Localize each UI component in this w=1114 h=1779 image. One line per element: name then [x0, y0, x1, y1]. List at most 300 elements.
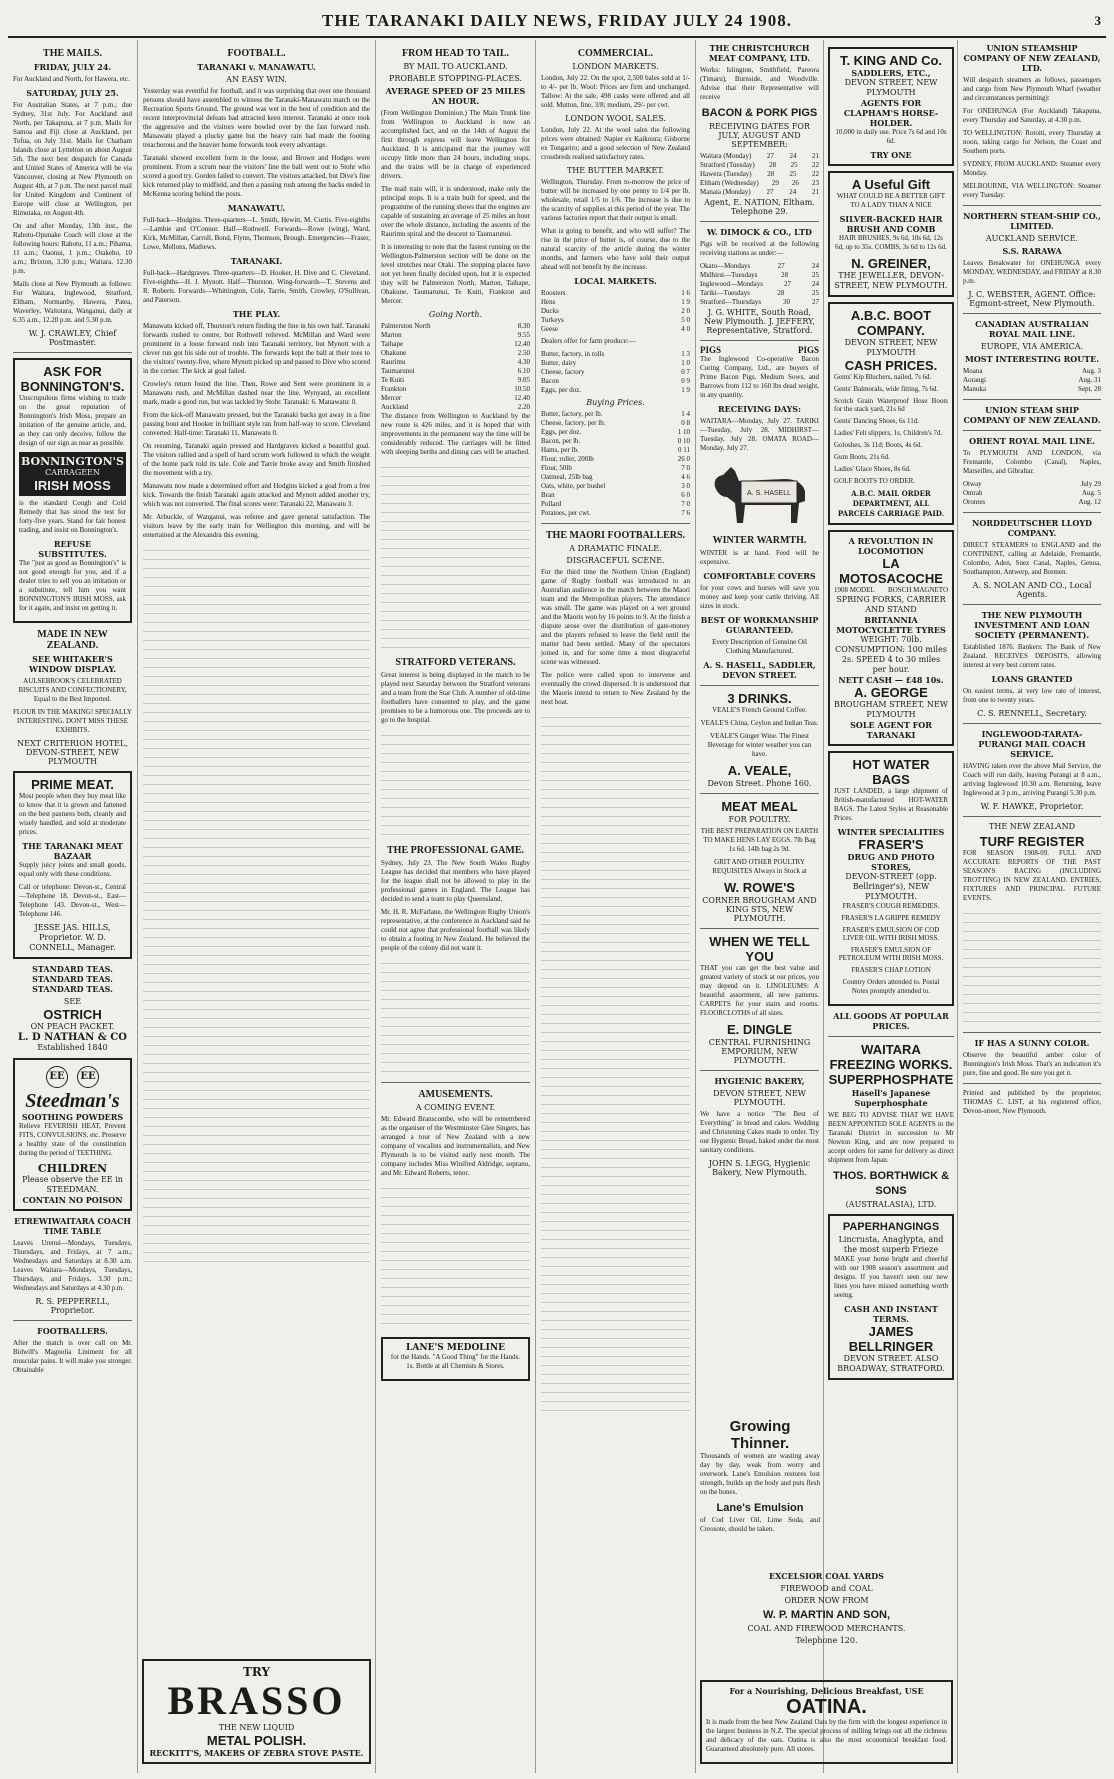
divider [381, 1082, 530, 1083]
dingle-sub: CENTRAL FURNISHING EMPORIUM, NEW PLYMOUTH. [708, 1038, 811, 1065]
buying-row-item: Flour, roller, 200lb [541, 455, 594, 463]
drink-item: VEALE'S Ginger Wine. The Finest Beverage for winter weather you can have. [707, 732, 812, 758]
local-market-row-item: Ducks [541, 307, 559, 315]
hot-water-text: JUST LANDED, a large shipment of British-manufactured HOT-WATER BAGS. The Latest Styles at Reasonable Prices. [834, 787, 948, 822]
local-market-row-price: 2 0 [681, 307, 690, 315]
brasso-ad [142, 1659, 371, 1764]
lanes-medoline-ad [381, 1337, 530, 1381]
coal-order: ORDER NOW FROM [784, 1596, 869, 1605]
abc-items [834, 373, 948, 485]
dimock-row-aug: 24 [812, 280, 819, 288]
ostrich-see: SEE [63, 997, 82, 1006]
usc-text-5: MELBOURNE, VIA WELLINGTON: Steamer every Tuesday. [963, 182, 1101, 199]
buying-row [541, 473, 690, 482]
dimock-row-jul: 27 [777, 262, 785, 270]
stop-row-time: 2.20 [517, 403, 530, 411]
dimock-row-aug: 27 [811, 298, 819, 306]
pigs-banner [700, 346, 819, 355]
ask-heading: ASK FOR BONNINGTON'S. [20, 364, 125, 394]
dimock-row-place: Midhirst—Tuesdays [700, 271, 758, 279]
bacon-row-sep: 21 [811, 152, 819, 160]
butter-text-2: What is going to benefit, and who will suffer? The rise in the price of butter is, of course, due to the natural scarcity of the article during the winter months, and farmers who have sold their output ahead will not benefit by the increase. [541, 227, 690, 271]
mails-date-2: SATURDAY, JULY 25. [26, 88, 119, 98]
steedman-for: CHILDREN [37, 1162, 108, 1175]
bacon-row-sep: 22 [811, 170, 819, 178]
drinks-list [700, 706, 819, 759]
buying-row [541, 491, 690, 500]
fraser-item: FRASER'S CHAP LOTION [851, 966, 931, 974]
hygienic-heading: HYGIENIC BAKERY, [714, 1076, 805, 1086]
winter-heading: WINTER WARMTH. [712, 535, 807, 546]
abc-item: Goloshes, 3s 11d; Boots, 4s 6d. [834, 441, 923, 449]
stop-row-time: 8.30 [517, 322, 530, 330]
stops-list [381, 322, 530, 412]
dealer-row-price: 1 9 [681, 386, 690, 394]
ostrich-ad [13, 997, 132, 1053]
northern-signature: J. C. WEBSTER, AGENT. Office: Egmont-street, New Plymouth. [968, 290, 1096, 308]
bacon-row-aug: 26 [791, 179, 799, 187]
pigs-rows: WAITARA—Monday, July 27. TARIKI—Tuesday, July 28. MIDHIRST—Tuesday, July 28. OMATA ROAD—Monday, July 27. [700, 417, 819, 452]
abc-item: Gum Boots, 21s 6d. [834, 453, 890, 461]
oatina-heading: For a Nourishing, Delicious Breakfast, USE [729, 1686, 924, 1696]
ostrich-established: Established 1840 [37, 1043, 108, 1052]
local-market-row-item: Turkeys [541, 316, 564, 324]
masthead-title: THE TARANAKI DAILY NEWS, FRIDAY JULY 24 1908. [322, 11, 792, 30]
stop-row-name: Auckland [381, 403, 409, 411]
wool-sales-heading: LONDON WOOL SALES. [565, 114, 666, 123]
column-text-continuation [143, 544, 370, 1264]
london-markets-heading: LONDON MARKETS. [572, 62, 659, 71]
union-ship-heading: UNION STEAM SHIP COMPANY OF NEW ZEALAND. [963, 405, 1101, 425]
fraser-item: FRASER'S LA GRIPPE REMEDY [841, 914, 941, 922]
lane-emulsion-text: of Cod Liver Oil, Lime Soda, and Creosote, should be taken. [700, 1516, 820, 1533]
veterans-text: Great interest is being displayed in the match to be played next Saturday between the Stratford veterans and a team from the Star Club. A number of old-time footballers have consented to play, and the game promises to be a humorous one. The proceeds are to go to the hospital. [381, 671, 530, 724]
fraser-item: FRASER'S EMULSION OF COD LIVER OIL WITH IRISH MOSS. [842, 926, 940, 942]
professional-heading: THE PROFESSIONAL GAME. [387, 845, 524, 856]
buying-row [541, 428, 690, 437]
winter-text-2: for your cows and horses will save you money and keep your cattle thriving. All sizes in stock. [700, 584, 819, 610]
hygienic-sub: DEVON STREET, NEW PLYMOUTH. [713, 1089, 806, 1107]
column-5 [696, 40, 958, 1773]
refuse-heading: REFUSE SUBSTITUTES. [38, 539, 107, 559]
bonnington-name: BONNINGTON'S [21, 455, 124, 468]
divider [963, 430, 1101, 431]
steedman-contain: CONTAIN NO POISON [22, 1195, 123, 1205]
imprint: Printed and published by the proprietor, THOMAS C. LIST, at his registered office, Devon-street, New Plymouth. [963, 1089, 1101, 1115]
dimock-row-place: Stratford—Thursdays [700, 298, 762, 306]
king-try: TRY ONE [870, 150, 912, 160]
stop-row-time: 9.05 [517, 376, 530, 384]
london-markets-text: London, July 22. On the spot, 2,500 bales sold at 1/- to 4/- per lb. Wool: Prices are firm and unchanged. Tallow: At the sale, 498 casks were offered and all sold. Mutton, fine, 3/8; medium, 29/- per cwt. [541, 74, 690, 109]
bacon-row [700, 188, 819, 197]
buying-row-item: Pollard [541, 500, 562, 508]
stop-row-name: Palmerston North [381, 322, 431, 330]
george-name: A. GEORGE [854, 685, 928, 700]
usc-heading: UNION STEAMSHIP COMPANY OF NEW ZEALAND, LTD. [963, 43, 1101, 73]
hasell-heading: Hasell's Japanese Superphosphate [851, 1088, 931, 1108]
bacon-row [700, 152, 819, 161]
bacon-row-aug: 24 [789, 188, 797, 196]
dealer-row-price: 1 0 [681, 359, 690, 367]
bacon-row-aug: 25 [789, 170, 797, 178]
bacon-row-aug: 24 [789, 152, 797, 160]
divider [13, 1320, 132, 1321]
winter-text: WINTER is at hand. Feed will be expensive. [700, 549, 819, 566]
meat-meal-text-2: GRIT AND OTHER POULTRY REQUISITES Always in Stock at [712, 858, 807, 875]
dimock-row-jul: 30 [783, 298, 791, 306]
bonnington-logo [19, 452, 126, 496]
turf-sub: THE NEW ZEALAND [989, 822, 1075, 831]
column-2 [138, 40, 376, 1773]
buying-row [541, 410, 690, 419]
dealer-row [541, 350, 690, 359]
hot-water-bags-ad [828, 751, 954, 1006]
steedman-sub: SOOTHING POWDERS [21, 1112, 124, 1122]
buying-row-price: 0 8 [681, 419, 690, 427]
canadian-row-ship: Manuka [963, 385, 986, 393]
football-sub-2: AN EASY WIN. [226, 75, 287, 84]
brasso-try: TRY [242, 1665, 271, 1679]
dimock-row-place: Inglewood—Mondays [700, 280, 763, 288]
football-p6: On resuming, Taranaki again pressed and Hardgraves kicked a beautiful goal. The visitors rallied and a spell of hard scrum work followed in which the weight of the home pack told its tale. Cole and Tarrie broke away and Smith finished the movement with a try. [143, 442, 370, 477]
divider [13, 352, 132, 353]
head-to-tail-sub: BY MAIL TO AUCKLAND. [403, 62, 508, 71]
amusements-heading: AMUSEMENTS. [418, 1089, 493, 1100]
buying-row-price: 4 6 [681, 473, 690, 481]
fraser-sub: DRUG AND PHOTO STORES, [847, 852, 935, 872]
canadian-sub: EUROPE, VIA AMERICA. [980, 342, 1084, 351]
stop-row [381, 322, 530, 331]
bazaar-heading: THE TARANAKI MEAT BAZAAR [22, 841, 123, 861]
motosacoche-forks: SPRING FORKS, CARRIER AND STAND [836, 595, 946, 614]
divider [963, 313, 1101, 314]
turf-text: FOR SEASON 1908-09. FULL AND ACCURATE REPORTS OF THE PAST SEASON'S RACING (INCLUDING TROTTING) IN NEW ZEALAND. ENTRIES, FIXTURES AND PRINCIPAL FUTURE EVENTS. [963, 849, 1101, 902]
buying-row [541, 455, 690, 464]
stop-row [381, 358, 530, 367]
ostrich-brand: OSTRICH [43, 1007, 102, 1022]
dealer-row [541, 368, 690, 377]
divider [963, 816, 1101, 817]
coach-signature: R. S. PEPPERELL, Proprietor. [35, 1297, 110, 1315]
football-heading: FOOTBALL. [227, 48, 286, 59]
butter-text: Wellington, Thursday. From to-morrow the price of butter will be increased by one penny to 1/4 per lb. wholesale, retail 1/5 to 1/6. The increase is due to the scarcity of supplies at this period of the year. The various factories report that their output is small. [541, 178, 690, 222]
motosacoche-name: LA MOTOSACOCHE [839, 556, 943, 586]
stop-row-name: Taihape [381, 340, 404, 348]
ostrich-company: L. D NATHAN & CO [18, 1032, 127, 1043]
lanes-heading: LANE'S MEDOLINE [406, 1343, 505, 1353]
buying-row-price: 1 10 [677, 428, 690, 436]
stop-row [381, 376, 530, 385]
veale-address: Devon Street. Phone 160. [707, 779, 812, 788]
coal-sub-2: COAL AND FIREWOOD MERCHANTS. [747, 1624, 906, 1633]
buying-row-item: Cheese, factory, per lb. [541, 419, 606, 427]
waitara-text: WE BEG TO ADVISE THAT WE HAVE BEEN APPOINTED SOLE AGENTS in the Taranaki District in succession to Mr Newton King, and are now prepared to accept orders for same for delivery as direct shipment from Japan. [828, 1111, 954, 1164]
wool-sales-text: London, July 22. At the wool sales the following prices were obtained: Napier ex Kaikoura; Gisborne ex Tongariro; and a good selection of New Zealand crossbreds realised satisfactory rates. [541, 126, 690, 161]
orient-row [963, 480, 1101, 489]
dimock-row [700, 289, 819, 298]
prime-meat-ad [13, 771, 132, 959]
stop-row-name: Te Kuiti [381, 376, 405, 384]
gift-question: WHAT COULD BE A BETTER GIFT TO A LADY THAN A NICE [836, 192, 946, 209]
column-3 [376, 40, 536, 1773]
stop-row-name: Raurimu [381, 358, 406, 366]
bacon-row [700, 161, 819, 170]
pigs-text: The Inglewood Co-operative Bacon Curing Company, Ltd., are buyers of Prime Bacon Pigs, Medium Sows, and Barrows from 112 to 160 lbs dead weight, in any quantity. [700, 355, 819, 399]
oatina-ad [700, 1680, 953, 1764]
bazaar-signature: JESSE JAS. HILLS, Proprietor. W. D. CONNELL, Manager. [29, 923, 116, 952]
dealer-row-item: Butter, factory, in rolls [541, 350, 605, 358]
page-number: 3 [1094, 13, 1102, 28]
gift-item: SILVER-BACKED HAIR BRUSH AND COMB [839, 214, 943, 234]
masthead [8, 6, 1106, 38]
dealers-heading: Dealers offer for farm produce:— [541, 337, 636, 345]
local-market-row [541, 307, 690, 316]
buying-list [541, 410, 690, 518]
fraser-item: FRASER'S EMULSION OF PETROLEUM WITH IRISH MOSS. [838, 946, 944, 962]
paperhangings-text: MAKE your home bright and cheerful with our 1908 season's assortment and designs. If you haven't seen our new lines you have missed something worth seeing. [834, 1255, 948, 1299]
dimock-row-aug: 24 [811, 262, 819, 270]
buying-row [541, 437, 690, 446]
dingle-name: E. DINGLE [726, 1022, 792, 1037]
mails-signature: W. J. CRAWLEY, Chief Postmaster. [28, 329, 117, 347]
dimock-text: Pigs will be received at the following receiving stations as under:— [700, 240, 819, 257]
buying-row [541, 482, 690, 491]
buying-row-item: Oatmeal, 25lb bag [541, 473, 593, 481]
maori-sub-1: A DRAMATIC FINALE. [569, 544, 662, 553]
bazaar-text: Supply juicy joints and small goods, equal only with these conditions. [19, 861, 126, 878]
christchurch-heading: THE CHRISTCHURCH MEAT COMPANY, LTD. [708, 43, 811, 63]
nord-text: DIRECT STEAMERS to ENGLAND and the CONTINENT, calling at Adelaide, Fremantle, Colombo, Aden, Suez Canal, Naples, Genoa, Southampton, Antwerp, and Bremen. [963, 541, 1101, 576]
stop-row-time: 10.50 [514, 385, 530, 393]
winter-specialities: WINTER SPECIALITIES [837, 827, 945, 837]
bacon-row [700, 170, 819, 179]
abc-heading: A.B.C. BOOT COMPANY. [850, 308, 932, 338]
abc-cash: CASH PRICES. [844, 358, 938, 373]
veale-name: A. VEALE, [727, 763, 792, 778]
orient-row-date: Aug. 12 [1078, 498, 1101, 506]
coach-heading: ETREWIWAITARA COACH TIME TABLE [14, 1216, 131, 1236]
play-heading: THE PLAY. [232, 309, 281, 319]
maori-text: For the third time the Northern Union (England) game of Rugby football was introduced to an Australian audience in the match between the Maori team and the Metropolitan players. The attendance was small. The game was played on a wet ground and the Maoris won by 16 points to 9. At the finish a dispute arose over the distribution of gate-money and the players refused to leave the field until the matter had been settled. Many of the spectators joined in, and for some time a most disgraceful scene was witnessed. [541, 568, 690, 666]
motosacoche-tyres: BRITANNIA MOTOCYCLETTE TYRES [836, 615, 946, 635]
dimock-row-aug: 25 [812, 271, 819, 279]
orient-text: To PLYMOUTH AND LONDON, via Fremantle, Colombo (Canal), Naples, Marseilles, and Gibraltar. [963, 449, 1101, 475]
made-in-nz-heading: MADE IN NEW ZEALAND. [37, 629, 108, 651]
orient-row-date: Aug. 5 [1081, 489, 1101, 497]
coach-text: Leaves Urenui—Mondays, Tuesdays, Thursdays, and Fridays, at 7 a.m.; Wednesdays and Saturdays at 8.30 a.m. Leaves Waitara—Mondays, Tuesdays, Thursdays, and Fridays, 3.30 p.m.; Wednesdays and Saturdays at 4.30 p.m. [13, 1239, 132, 1292]
sunny-text: Observe the beautiful amber color of Bonnington's Irish Moss. That's an indication it's pure, fine and good. Be sure you get it. [963, 1051, 1101, 1077]
stop-row [381, 394, 530, 403]
ask-text: Unscrupulous firms wishing to trade on the great reputation of Bonnington's Irish Moss, prepare an imitation of the genuine article, and, as they can only deceive, follow the design of our sign as near as possible. [19, 394, 126, 447]
buying-row [541, 464, 690, 473]
mails-heading: THE MAILS. [43, 48, 102, 59]
divider [963, 604, 1101, 605]
head-to-tail-p3: It is interesting to note that the fastest running on the Wellington-Palmerston section will be done on the level stretches near Otaki. The stopping places have not yet been finally decided upon, but it is expected they will be Palmerston North, Marton, Taihape, Ohakune, Taumarunui, Te Kuiti, Frankton and Mercer. [381, 243, 530, 305]
prime-text: Most people when they buy meat like to know that it is grown and fattened on the best pastures both, cleanly and wisely handled, and sold at moderate prices. [19, 792, 126, 836]
loans-signature: C. S. RENNELL, Secretary. [977, 709, 1087, 718]
superphosphate-heading: SUPERPHOSPHATE [828, 1072, 954, 1087]
abc-item: GOLF BOOTS TO ORDER. [834, 477, 916, 485]
sunny-heading: IF HAS A SUNNY COLOR. [974, 1038, 1090, 1048]
canadian-row-date: Sept. 28 [1078, 385, 1101, 393]
dealers-list [541, 350, 690, 395]
commercial-heading: COMMERCIAL. [577, 48, 654, 59]
fraser-name: FRASER'S [858, 837, 924, 852]
orient-row [963, 489, 1101, 498]
horse-blanket-illustration [705, 457, 815, 529]
butter-heading: THE BUTTER MARKET. [566, 166, 665, 175]
pigs-word: PIGS [797, 345, 819, 355]
gift-text: HAIR BRUSHES, 9s 6d, 10s 6d, 12s 6d, up to 35s. COMBS, 3s 6d to 12s 6d. [835, 234, 947, 251]
dealer-row [541, 386, 690, 395]
stop-row [381, 367, 530, 376]
column-1 [8, 40, 138, 1773]
stop-row-name: Taumarunui [381, 367, 415, 375]
loans-heading: LOANS GRANTED [991, 674, 1073, 684]
amusements-text: Mr. Edward Branscombe, who will be remembered as the organiser of the Westminster Glee Singers, has arranged a tour of New Zealand with a new company of vocalists and instrumentalists, and New Plymouth is to be visited early next month. The company includes Miss Winifred Aldridge, soprano, and Mr. Edward Roberts, tenor. [381, 1115, 530, 1177]
head-to-tail-sub-3: AVERAGE SPEED OF 25 MILES AN HOUR. [385, 86, 526, 106]
fraser-note: Country Orders attended to. Postal Notes promptly attended to. [842, 978, 940, 995]
footballers-heading: FOOTBALLERS. [37, 1326, 108, 1336]
divider [700, 685, 819, 686]
turf-heading: TURF REGISTER [979, 834, 1085, 849]
orient-schedule [963, 480, 1101, 507]
when-heading: WHEN WE TELL YOU [709, 934, 810, 964]
column-text-continuation [381, 461, 530, 651]
bacon-row-place: Waitara (Monday) [700, 152, 752, 160]
buying-row-price: 26 0 [677, 455, 690, 463]
buying-row-price: 0 11 [678, 446, 690, 454]
head-to-tail-p4: The distance from Wellington to Auckland by the new route is 426 miles, and it is hoped that with improvements in the permanent way the time will be considerably reduced. The carriages will be fitted with sleeping berths and dining cars will be attached. [381, 412, 530, 456]
dimock-row [700, 271, 819, 280]
dealer-row-item: Bacon [541, 377, 559, 385]
bacon-row-jul: 28 [767, 170, 775, 178]
bonnington-text: is the standard Cough and Cold Remedy that has stood the test for forty-five years. Stand for fair honest trading, and insist on Bonnington's. [19, 499, 126, 534]
dimock-row-place: Okato—Mondays [700, 262, 751, 270]
stop-row-name: Frankton [381, 385, 407, 393]
bacon-row-jul: 29 [771, 179, 779, 187]
canadian-row-date: Aug. 3 [1081, 367, 1101, 375]
canadian-row-ship: Moana [963, 367, 983, 375]
column-text-continuation [381, 957, 530, 1077]
dimock-row [700, 262, 819, 271]
standard-teas: STANDARD TEAS. STANDARD TEAS. STANDARD TEAS. [32, 964, 113, 994]
bacon-row-jul: 28 [769, 161, 777, 169]
winter-desc: Every Description of Genuine Oil Clothing Manufactured. [712, 638, 807, 655]
borthwick-sub: (AUSTRALASIA), LTD. [845, 1200, 937, 1209]
bonnington-big: IRISH MOSS [34, 478, 111, 493]
buying-heading: Buying Prices. [586, 398, 645, 407]
bacon-signature: Agent, E. NATION, Eltham. Telephone 29. [704, 198, 815, 216]
meat-meal-text: THE BEST PREPARATION ON EARTH TO MAKE HENS LAY EGGS. 7lb Bag 1s 6d. 14lb bag 2s 9d. [700, 827, 819, 853]
local-market-row-item: Roosters [541, 289, 566, 297]
buying-row-item: Oats, white, per bushel [541, 482, 606, 490]
stop-row [381, 403, 530, 412]
football-sub-1: TARANAKI v. MANAWATU. [197, 62, 316, 72]
stops-heading: Going North. [428, 310, 483, 319]
dimock-row-aug: 25 [812, 289, 819, 297]
revolution-heading: A REVOLUTION IN LOCOMOTION [848, 536, 934, 556]
king-ad [828, 47, 954, 166]
stop-row-time: 6.10 [517, 367, 530, 375]
steedman-name: Steedman's [25, 1090, 120, 1112]
plymouth-society-heading: THE NEW PLYMOUTH INVESTMENT AND LOAN SOCIETY (PERMANENT). [974, 610, 1090, 640]
oatina-text: It is made from the best New Zealand Oats by the firm with the longest experience in the largest business in N.Z. The special process of milling brings out all the richness and delicacy of the oats. Oatina is also the most economical breakfast food. Guaranteed absolutely pure. All stores. [706, 1718, 947, 1753]
divider [700, 793, 819, 794]
whitaker-text-2: FLOUR IN THE MAKING! SPECIALLY INTERESTING. DON'T MISS THESE EXHIBITS. [13, 708, 132, 734]
dimock-row-jul: 28 [781, 271, 789, 279]
column-text-continuation [381, 1182, 530, 1332]
abc-item: Ladies' Glace Shoes, 8s 6d. [834, 465, 911, 473]
prime-heading: PRIME MEAT. [31, 777, 114, 792]
coal-sub: FIREWOOD and COAL [780, 1584, 873, 1593]
rowe-name: W. ROWE'S [724, 880, 795, 895]
growing-heading: Growing Thinner. [729, 1418, 791, 1452]
local-market-row [541, 289, 690, 298]
maori-sub-2: DISGRACEFUL SCENE. [566, 556, 665, 565]
bacon-row [700, 179, 819, 188]
mails-text-1: For Auckland and North, for Hawera, etc. [13, 75, 130, 83]
bacon-heading: BACON & PORK PIGS [701, 107, 818, 119]
canadian-sub-2: MOST INTERESTING ROUTE. [964, 354, 1100, 364]
local-market-row-item: Hens [541, 298, 556, 306]
dealer-row [541, 359, 690, 368]
dimock-table [700, 262, 819, 307]
local-market-row [541, 316, 690, 325]
king-heading: T. KING AND Co. [839, 53, 943, 68]
buying-row [541, 500, 690, 509]
northern-sub: AUCKLAND SERVICE. [985, 234, 1079, 243]
local-market-row-price: 5 0 [681, 316, 690, 324]
usc-text: Will despatch steamers as follows, passengers and cargo from New Plymouth Wharf (weather and circumstances permitting): [963, 76, 1101, 102]
brasso-sub: THE NEW LIQUID [218, 1723, 295, 1732]
head-to-tail-p2: The mail train will, it is understood, make only the principal stops. It is a train built for speed, and the programme of the running shows that the engines are capable of sustaining an average of 25 miles an hour over the whole distance, including the ascents of the Raurimu spiral and the descent to Taumarunui. [381, 185, 530, 238]
bacon-sub: RECEIVING DATES FOR JULY, AUGUST AND SEPTEMBER: [709, 122, 810, 149]
stop-row-name: Marton [381, 331, 402, 339]
inglewood-heading: INGLEWOOD-TARATA-PURANGI MAIL COACH SERVICE. [978, 729, 1086, 759]
divider [963, 723, 1101, 724]
drink-item: VEALE'S China, Ceylon and Indian Teas. [700, 719, 819, 727]
dealer-row-item: Cheese, factory [541, 368, 585, 376]
lanes-text: for the Hands. "A Good Thing" for the Hands. 1s. Bottle at all Chemists & Stores. [390, 1353, 521, 1370]
football-p4: Crowley's return found the line. Then, Rowe and Sent were prominent in a Manawatu rush, and McMillan dashed near the line. Wynyard, an excellent mark, made a good run, but was tackled by Stohr. Taranaki: 6. Manawatu: 0. [143, 380, 370, 406]
stop-row [381, 385, 530, 394]
abc-item: Gents' Balmorals, wide fitting, 7s 6d. [834, 385, 939, 393]
inglewood-signature: W. F. HAWKE, Proprietor. [980, 802, 1084, 811]
coal-sign: W. P. MARTIN AND SON, [762, 1609, 891, 1621]
pigs-receiving: RECEIVING DAYS: [717, 404, 802, 414]
divider [963, 512, 1101, 513]
buying-row-item: Bacon, per lb. [541, 437, 581, 445]
abc-footer: A.B.C. MAIL ORDER DEPARTMENT, ALL PARCELS CARRIAGE PAID. [837, 489, 945, 518]
local-market-row [541, 298, 690, 307]
usc-text-2: For ONEHUNGA (For Auckland) Takapuna, every Thursday and Saturday, at 4.30 p.m. [963, 107, 1101, 124]
bonnington-ad [13, 358, 132, 623]
buying-row [541, 446, 690, 455]
popular-prices: ALL GOODS AT POPULAR PRICES. [833, 1011, 949, 1031]
usc-text-3: TO WELLINGTON: Rotoiti, every Thursday at noon, taking cargo for Nelson, the Coast and Southern ports. [963, 129, 1101, 155]
local-market-row [541, 325, 690, 334]
hygienic-text: We have a notice "The Best of Everything" in bread and cakes. Wedding and Christening Cakes made to order. Try our Hygienic Bread, baked under the most sanitary conditions. [700, 1110, 819, 1154]
drinks-heading: 3 DRINKS. [727, 691, 792, 706]
whitaker-heading: SEE WHITAKER'S WINDOW DISPLAY. [28, 654, 117, 674]
buying-row [541, 509, 690, 518]
bacon-row-aug: 25 [790, 161, 798, 169]
buying-row-price: 6 0 [681, 491, 690, 499]
professional-p2: Mr. H. R. McFarlane, the Wellington Rugby Union's representative, at the conference in Auckland said he could not agree that professional football was likely to obtain a footing in New Zealand. He believed the people of the colony did not want it. [381, 908, 530, 952]
christchurch-text: Works: Islington, Smithfield, Pareora (Timaru), Burnside, and Woodville. Advise that their Representative will receive [700, 66, 819, 101]
nord-signature: A. S. NOLAN AND CO., Local Agents. [972, 581, 1092, 599]
